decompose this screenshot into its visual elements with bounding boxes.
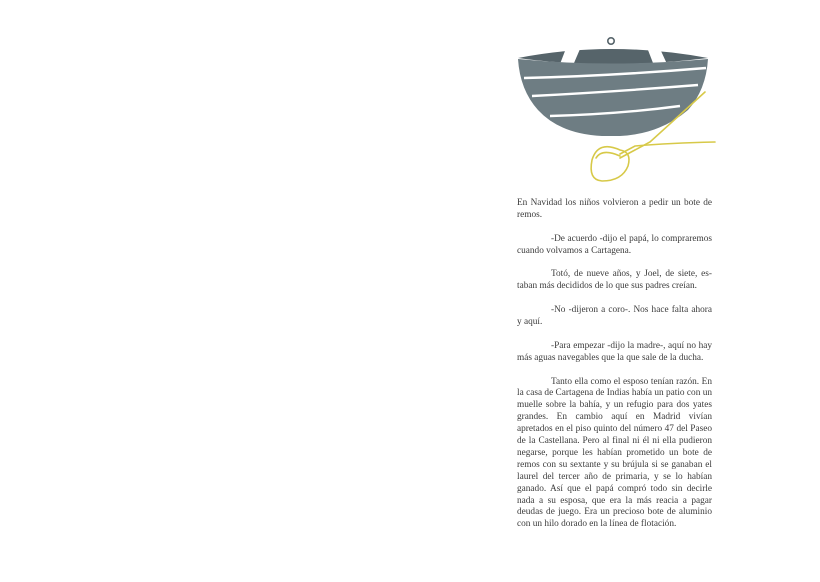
story-text [517,198,712,531]
paragraph: -Para empezar -dijo la madre-, aquí no hay más aguas navegables que la que sale de la ducha. [517,340,712,363]
paragraph: Tanto ella como el esposo tenían razón. En la casa de Cartagena de Indias había un patio con un muelle sobre la bahía, y un refugio para dos yates grandes. En cambio aquí en Madrid vivían apretados en el piso quinto del número 47 del Paseo de la Castellana. Pero al final ni él ni ella pudieron negarse, porque les habían prometido un bote de remos con su sextante y su brújula si se ganaban el laurel del tercer año de primaria, y se lo habían ganado. Así que el papá compró todo sin decirle nada a su esposa, que era la más reacia a pagar deudas de juego. Era un precioso bote de aluminio con un hilo dorado en la línea de flotación. [517,376,712,530]
paragraph: -No -dijeron a coro-. Nos hace falta ahora y aquí. [517,305,712,328]
boat-ring [608,38,614,44]
paragraph: Totó, de nueve años, y Joel, de siete, estaban más decididos de lo que sus padres creían. [517,269,712,292]
paragraph: -De acuerdo -dijo el papá, lo compraremos cuando volvamos a Cartagena. [517,233,712,256]
paragraph: En Navidad los niños volvieron a pedir un bote de remos. [517,198,712,220]
rowboat-icon [510,30,725,190]
